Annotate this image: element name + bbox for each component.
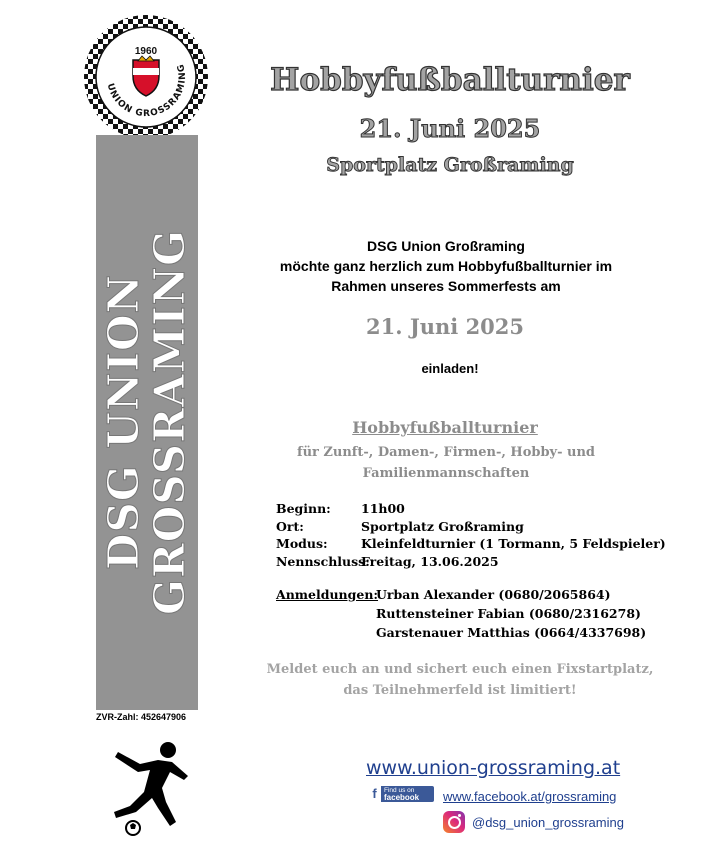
- club-logo: [83, 14, 209, 140]
- facebook-badge-text: [381, 787, 419, 801]
- contact-item: Ruttensteiner Fabian (0680/2316278): [376, 606, 641, 621]
- detail-value: 11h00: [361, 501, 405, 516]
- facebook-badge-label: facebook: [384, 793, 420, 802]
- detail-label: Beginn:: [276, 501, 331, 516]
- closing-line-1: Meldet euch an und sichert euch einen Fixstartplatz,: [266, 662, 654, 677]
- instagram-icon[interactable]: [443, 811, 465, 833]
- event-place: Sportplatz Großraming: [326, 154, 574, 176]
- event-details: [276, 500, 666, 570]
- facebook-badge[interactable]: [368, 786, 434, 802]
- detail-value: Sportplatz Großraming: [361, 518, 524, 534]
- registration: [276, 585, 646, 642]
- contact-item: Garstenauer Matthias (0664/4337698): [376, 625, 647, 640]
- closing-text: [250, 659, 670, 701]
- banner-line-1: DSG UNION: [99, 274, 148, 570]
- intro-line-2: möchte ganz herzlich zum Hobbyfußballturnier im: [279, 258, 613, 274]
- page-title: Hobbyfußballturnier: [270, 62, 630, 98]
- registration-label: Anmeldungen:: [276, 587, 379, 602]
- detail-row: [276, 518, 666, 536]
- registration-contacts: [376, 585, 646, 642]
- detail-row: [276, 500, 666, 518]
- tournament-subheading: Hobbyfußballturnier: [352, 418, 538, 437]
- detail-row: [276, 553, 666, 571]
- facebook-link[interactable]: www.facebook.at/grossraming: [443, 789, 617, 804]
- detail-label: Nennschluss:: [276, 553, 370, 569]
- intro-line-1: DSG Union Großraming: [367, 238, 525, 254]
- detail-label: Ort:: [276, 518, 304, 534]
- banner-line-2: GROSSRAMING: [145, 229, 194, 615]
- instagram-handle[interactable]: @dsg_union_grossraming: [472, 815, 624, 830]
- description-line-2: Familienmannschaften: [362, 466, 530, 481]
- facebook-icon: f: [368, 786, 381, 802]
- logo-ring-text: UNION GROSSRAMING: [104, 62, 189, 120]
- event-date: 21. Juni 2025: [359, 114, 541, 143]
- banner-text: [101, 229, 193, 615]
- football-player-icon: [100, 740, 196, 838]
- invite-text: einladen!: [421, 361, 479, 376]
- detail-value: Freitag, 13.06.2025: [361, 553, 499, 569]
- zvr-number: ZVR-Zahl: 452647906: [96, 712, 187, 722]
- contact-item: Urban Alexander (0680/2065864): [376, 587, 611, 602]
- tournament-description: [276, 442, 616, 484]
- intro-line-3: Rahmen unseres Sommerfests am: [331, 278, 561, 294]
- facebook-badge-small: Find us on: [384, 787, 415, 794]
- intro-text: [256, 236, 636, 296]
- detail-value: Kleinfeldturnier (1 Tormann, 5 Feldspieler): [361, 536, 666, 551]
- description-line-1: für Zunft-, Damen-, Firmen-, Hobby- und: [296, 445, 596, 460]
- detail-label: Modus:: [276, 536, 328, 551]
- closing-line-2: das Teilnehmerfeld ist limitiert!: [343, 683, 577, 698]
- website-link[interactable]: www.union-grossraming.at: [366, 757, 621, 779]
- event-date-secondary: 21. Juni 2025: [365, 314, 525, 339]
- logo-year: 1960: [134, 46, 158, 57]
- detail-row: [276, 535, 666, 553]
- vertical-banner: [96, 135, 198, 710]
